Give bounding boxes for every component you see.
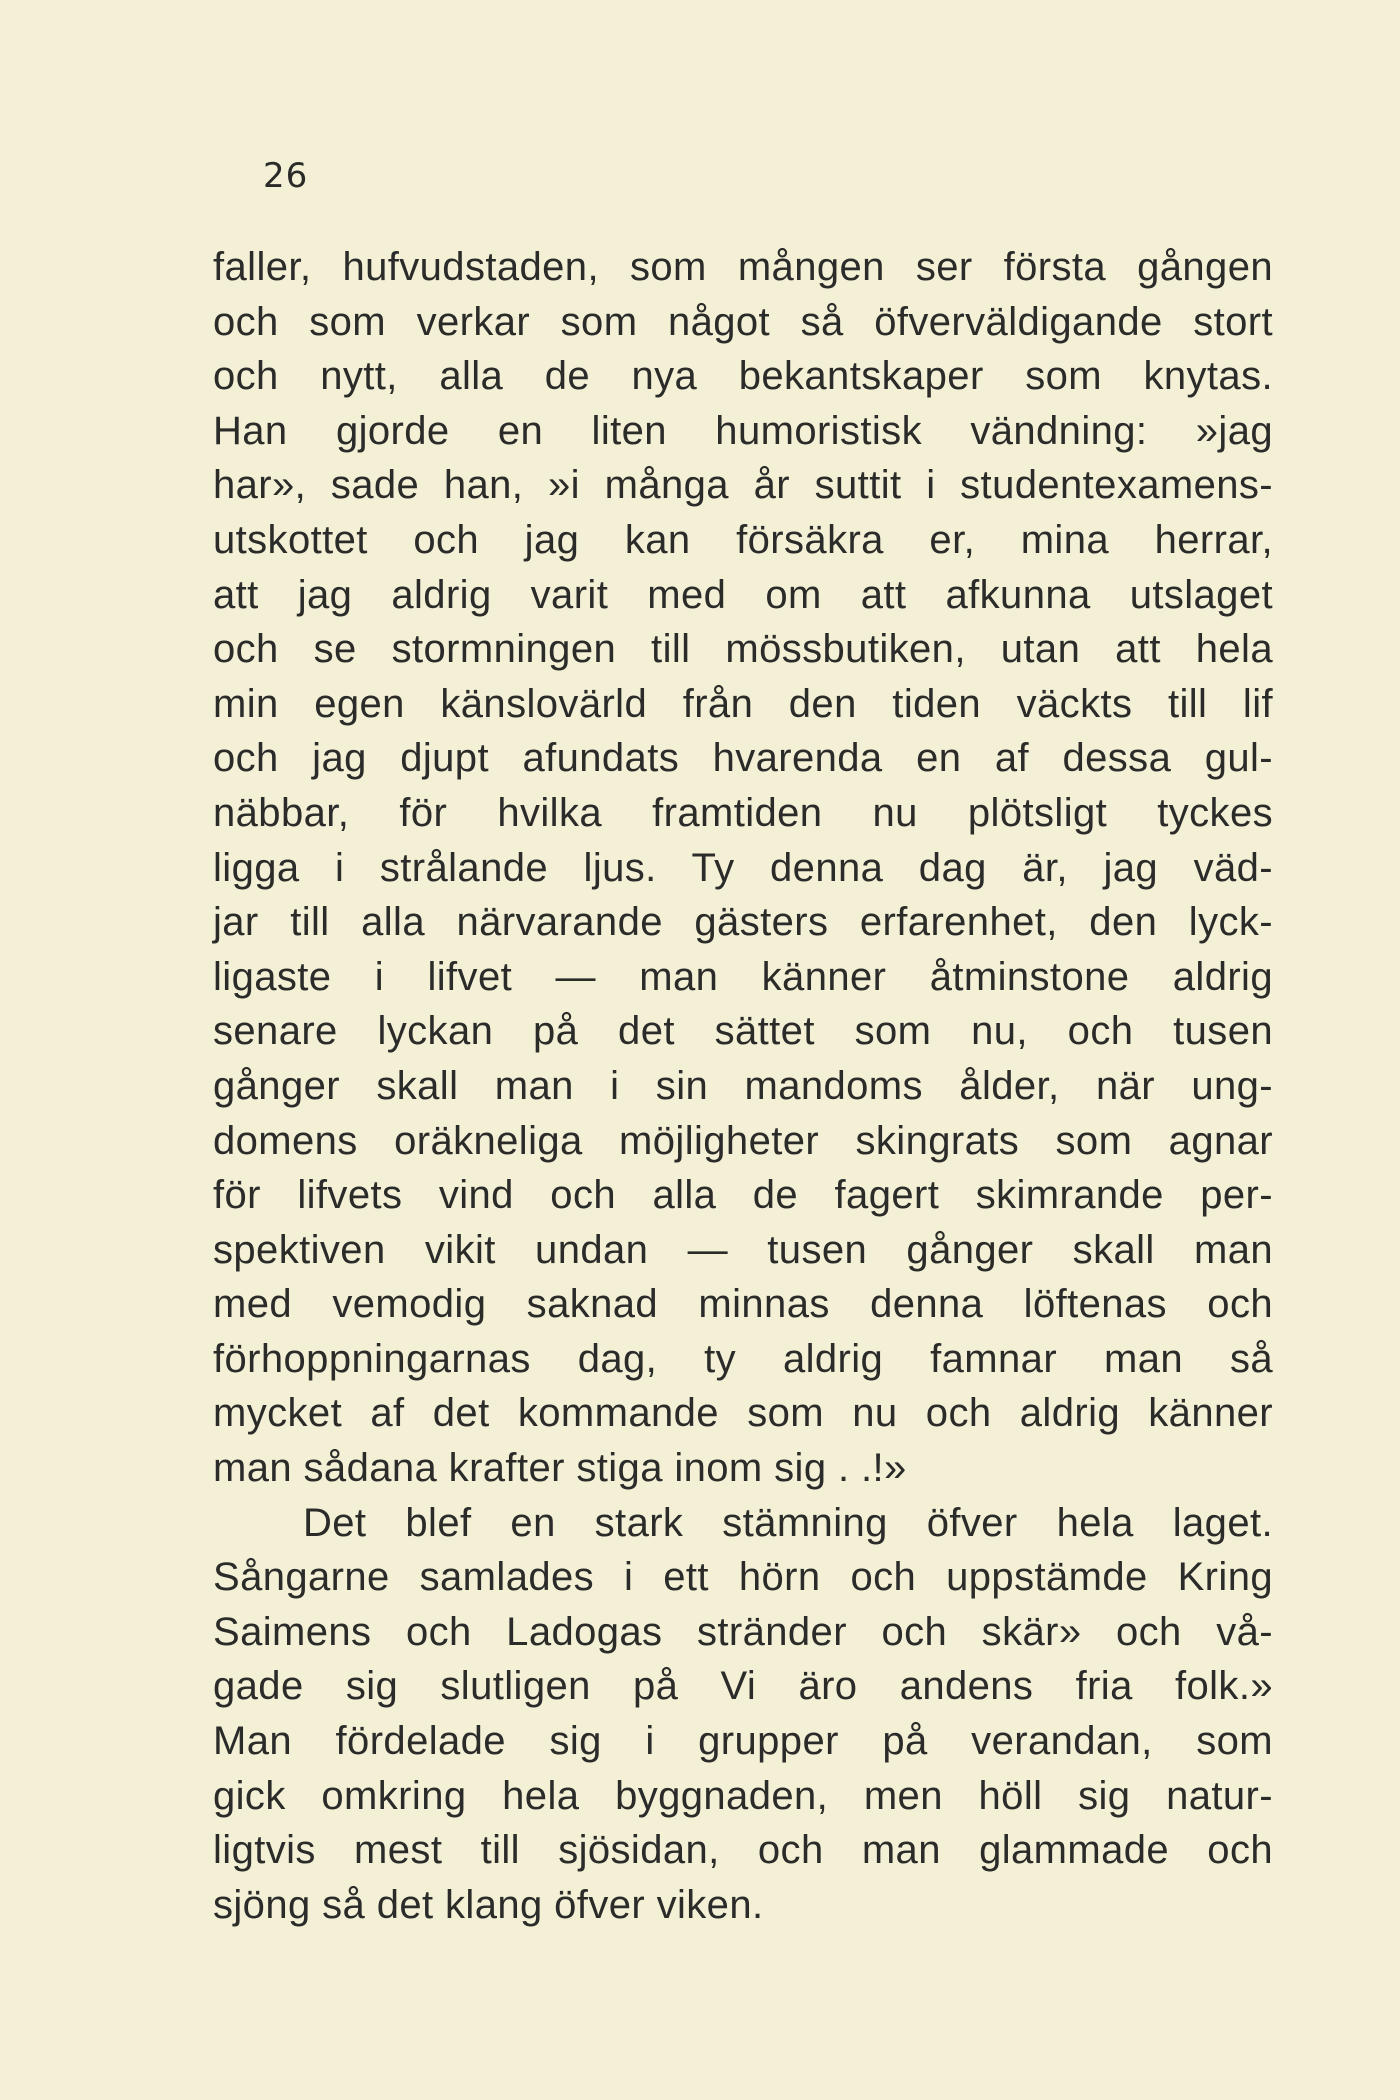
text-line: jar till alla närvarande gästers erfarenhet, den lyck- xyxy=(213,900,1273,945)
text-line: har», sade han, »i många år suttit i studentexamens- xyxy=(213,463,1273,508)
text-line: Sångarne samlades i ett hörn och uppstämde Kring xyxy=(213,1555,1273,1600)
page-number: 26 xyxy=(263,156,309,196)
text-line: Han gjorde en liten humoristisk vändning: »jag xyxy=(213,408,1273,453)
text-line: och nytt, alla de nya bekantskaper som knytas. xyxy=(213,354,1273,399)
text-line: senare lyckan på det sättet som nu, och tusen xyxy=(213,1009,1273,1054)
text-line: och jag djupt afundats hvarenda en af dessa gul- xyxy=(213,736,1273,781)
text-line: ligtvis mest till sjösidan, och man glammade och xyxy=(213,1828,1273,1873)
text-line: min egen känslovärld från den tiden väckts till lif xyxy=(213,681,1273,726)
text-line: Saimens och Ladogas stränder och skär» och vå- xyxy=(213,1609,1273,1654)
text-line: Det blef en stark stämning öfver hela laget. xyxy=(303,1500,1273,1545)
text-line: och som verkar som något så öfverväldigande stort xyxy=(213,299,1273,344)
text-line: domens oräkneliga möjligheter skingrats som agnar xyxy=(213,1118,1273,1163)
text-line: mycket af det kommande som nu och aldrig känner xyxy=(213,1391,1273,1436)
text-line: ligga i strålande ljus. Ty denna dag är, jag väd- xyxy=(213,845,1273,890)
text-line: gick omkring hela byggnaden, men höll sig natur- xyxy=(213,1773,1273,1818)
text-line: för lifvets vind och alla de fagert skimrande per- xyxy=(213,1173,1273,1218)
text-line: näbbar, för hvilka framtiden nu plötsligt tyckes xyxy=(213,790,1273,835)
text-line: man sådana krafter stiga inom sig . .!» xyxy=(213,1446,907,1491)
text-line: och se stormningen till mössbutiken, utan att hela xyxy=(213,627,1273,672)
text-line: gade sig slutligen på Vi äro andens fria folk.» xyxy=(213,1664,1273,1709)
body-text xyxy=(213,240,1273,1932)
text-line: Man fördelade sig i grupper på verandan, som xyxy=(213,1719,1273,1764)
text-line: spektiven vikit undan — tusen gånger skall man xyxy=(213,1227,1273,1272)
text-line: utskottet och jag kan försäkra er, mina herrar, xyxy=(213,517,1273,562)
text-line: med vemodig saknad minnas denna löftenas och xyxy=(213,1282,1273,1327)
text-line: förhoppningarnas dag, ty aldrig famnar man så xyxy=(213,1336,1273,1381)
text-line: faller, hufvudstaden, som mången ser första gången xyxy=(213,245,1273,289)
text-line: gånger skall man i sin mandoms ålder, när ung- xyxy=(213,1063,1273,1108)
text-line: sjöng så det klang öfver viken. xyxy=(213,1882,764,1927)
text-line: att jag aldrig varit med om att afkunna utslaget xyxy=(213,572,1273,617)
text-line: ligaste i lifvet — man känner åtminstone aldrig xyxy=(213,954,1273,999)
